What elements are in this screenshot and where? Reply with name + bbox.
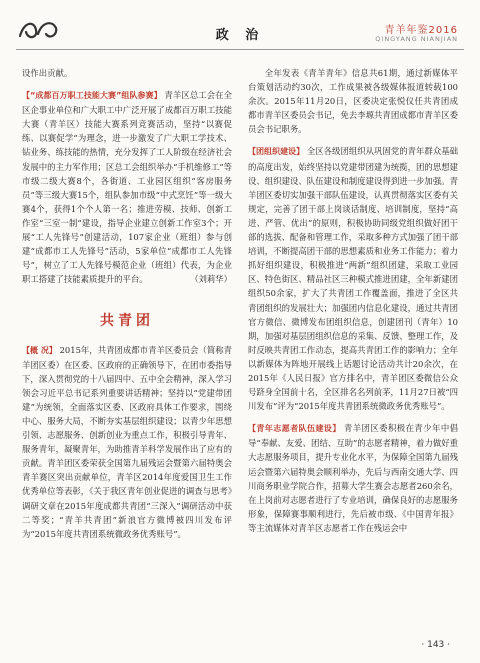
entry-tag: 【概 况】 bbox=[22, 345, 57, 355]
page-header bbox=[0, 0, 480, 60]
entry-text: 青羊团区委积极在青少年中倡导“奉献、友爱、团结、互助”的志愿者精神，着力做好重大志愿服务项目，提升专业化水平，为保障全国第九届残运会暨第六届特奥会顺利举办，先后与西南交通大学、四川商务职业学院合作，招募大学生赛会志愿者260余名，在上岗前对志愿者进行了专业培训，确保良好的志愿服务形象，保障赛事顺利进行，先后被市级、《中国青年报》等主流媒体对青羊区志愿者工作在残运会中 bbox=[248, 423, 459, 533]
entry-tag: 【青年志愿者队伍建设】 bbox=[248, 424, 341, 434]
section-heading: 共青团 bbox=[100, 313, 154, 330]
section-title: 政 治 bbox=[215, 28, 265, 43]
entry-text: 2015年，共青团成都市青羊区委员会（简称青羊团区委）在区委、区政府的正确领导下，在团市委指导下，深入贯彻党的十八届四中、五中全会精神，深入学习领会习近平总书记系列重要讲话精神；坚持以“党建带团建”为统领，全面落实区委、区政府具体工作要求，围绕中心、服务大局，不断夯实基层组织建设；以青少年思想引领、志愿服务、创新创业为重点工作，积极引导青年、服务青年，凝聚青年，为助推青羊科学发展作出了应有的贡献。青羊团区委荣获全国第九届残运会暨第六届特奥会青羊赛区突出贡献单位，青羊区2014年度爱国卫生工作优秀单位等表彰，《关于我区青年创业促进的调查与思考》调研文章在2015年度成都共青团“三深入”调研活动中获二等奖；“青羊共青团”新浪官方微博被四川发布评为“2015年度共青团系统微政务优秀账号”。 bbox=[22, 344, 232, 539]
header-divider bbox=[16, 49, 464, 50]
paragraph-skill-competition bbox=[22, 88, 232, 286]
entry-tag: 【“成都百万职工技能大赛”组队参赛】 bbox=[22, 91, 162, 101]
entry-text: 青羊区总工会在全区企事业单位和广大职工中广泛开展了成都百万职工技能大赛（青羊区）技能大赛系列竞赛活动，坚持“以赛促练、以赛促学”为理念，进一步激发了广大职工学技术、钻业务、练技能的热情，充分发挥了工人阶级在经济社会发展中的主力军作用；区总工会组织举办“手机维修工”等市级二级大赛8个，各街道、工业园区组织“客房服务员”等三级大赛15个，组队参加市级“中式烹饪”等一级大赛4个，获得1个个人第一名；推进劳模、技师、创新工作室“三室一制”建设，指导企业建立创新工作室3个；开展“工人先锋号”创建活动，107家企业（班组）参与创建“成都市工人先锋号”活动，5家单位“成都市工人先锋号”，树立了工人先锋号模范企业（班组）代表，为企业职工搭建了技能素质提升的平台。 bbox=[22, 90, 233, 285]
right-column bbox=[248, 66, 458, 543]
paragraph-overview bbox=[22, 343, 232, 541]
page-number: · 143 · bbox=[421, 640, 450, 650]
yearbook-pinyin: QINGYANG NIANJIAN bbox=[375, 35, 458, 43]
author-sign: （刘莉华） bbox=[190, 274, 232, 285]
yearbook-name: 青羊年鉴2016 bbox=[384, 25, 458, 36]
paragraph-continuation: 设作出贡献。 bbox=[22, 68, 73, 78]
paragraph-volunteers bbox=[248, 421, 458, 535]
entry-text: 全区各级团组织从巩固党的青年群众基础的高度出发，始终坚持以党建带团建为统揽，团的思想建设、组织建设、队伍建设和制度建设得到进一步加强。青羊团区委切实加强干部队伍建设，认真贯彻落实区委有关规定，完善了团干部上岗谈话制度、培训制度，坚持“高进、严管、优出”的原则，积极协助同级党组织做好团干部的选拔、配备和管理工作，采取多种方式加强了团干部培训，不断提高团干部的思想素质和业务工作能力；着力抓好组织建设，积极推进“两新”组织团建，采取工业园区、特色街区、精品社区三种模式推进团建，全年新建团组织50余家，扩大了共青团工作覆盖面，推进了全区共青团组织的发展壮大；加强团内信息化建设，通过共青团官方微信、微博发布团组织信息，创建团刊（青年）10期，加强对基层团组织信息的采集、反馈、整理工作，及时反映共青团工作动态，提高共青团工作的影响力；全年以新媒体为阵地开展线上话题讨论活动共计20余次，在2015年《人民日报》官方排名中，青羊团区委微信公众号跻身全国前十名，全区排名名列前茅，11月27日被“四川发布”评为“2015年度共青团系统微政务优秀账号”。 bbox=[248, 146, 459, 412]
entry-tag: 【团组织建设】 bbox=[248, 147, 305, 157]
left-column bbox=[22, 66, 232, 549]
paragraph-continuation: 全年发表《青羊青年》信息共61期，通过新媒体平台策划活动约30次，工作成果被各级媒体报道转载100余次。2015年11月20日，区委决定张悦仪任共青团成都市青羊区委员会书记，免去李塬共青团成都市青羊区委员会书记职务。 bbox=[248, 68, 458, 135]
paragraph-organization bbox=[248, 144, 458, 413]
